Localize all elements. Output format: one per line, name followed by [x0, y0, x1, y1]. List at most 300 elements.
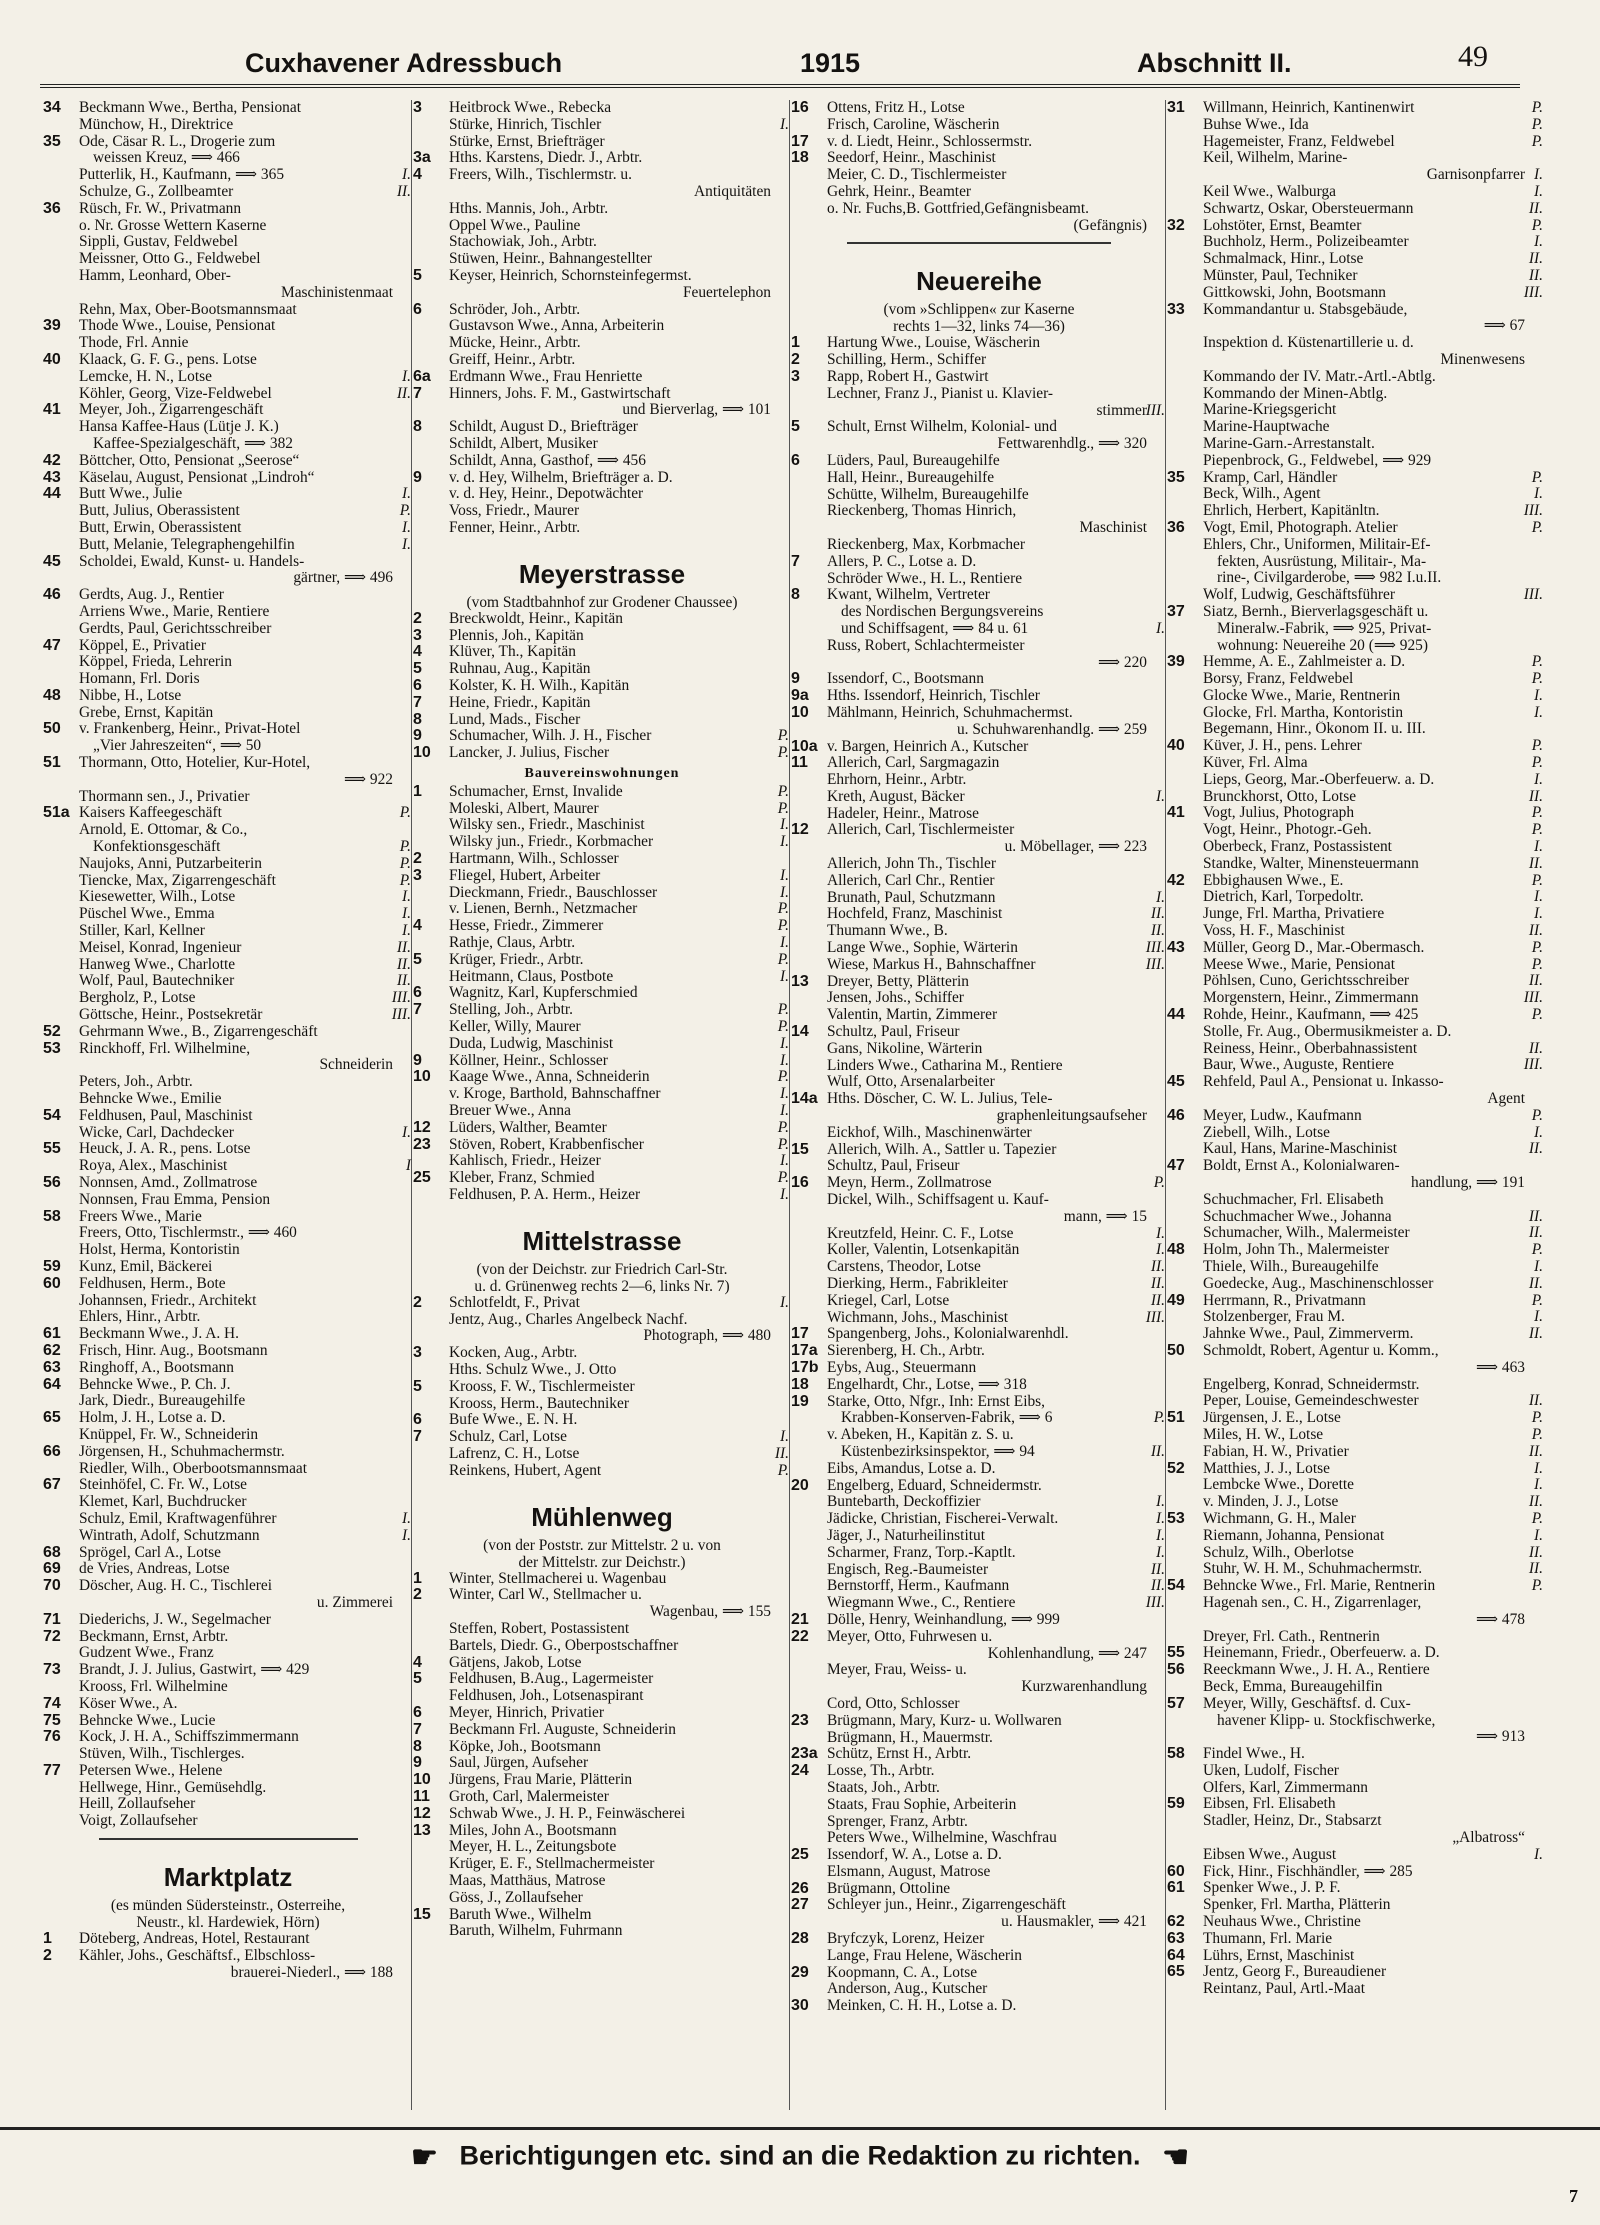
- resident-text: Bryfczyk, Lorenz, Heizer: [827, 1931, 985, 1948]
- house-number: 26: [791, 1880, 809, 1897]
- address-entry: [413, 1429, 791, 1446]
- resident-text: ⟹ 913: [1476, 1729, 1525, 1746]
- floor-marker: II.: [1150, 1578, 1165, 1595]
- resident-text: Maschinist: [1079, 520, 1147, 537]
- address-entry: [791, 1696, 1167, 1713]
- house-number: 3: [791, 368, 800, 385]
- address-entry: [791, 201, 1167, 218]
- address-entry: [791, 1679, 1167, 1696]
- resident-text: Jentz, Aug., Charles Angelbeck Nachf.: [449, 1311, 688, 1328]
- address-entry: [413, 1571, 791, 1588]
- resident-text: Butt, Melanie, Telegraphengehilfin: [79, 536, 295, 553]
- address-entry: [43, 1276, 413, 1293]
- resident-text: Herrmann, R., Privatmann: [1203, 1292, 1366, 1309]
- resident-text: Schmoldt, Robert, Agentur u. Komm.,: [1203, 1342, 1439, 1359]
- resident-text: Kriegel, Carl, Lotse: [827, 1292, 950, 1309]
- address-entry: [413, 1839, 791, 1856]
- house-number: 5: [413, 1671, 422, 1688]
- address-entry: [1167, 1393, 1545, 1410]
- address-entry: [791, 1746, 1167, 1763]
- floor-marker: I.: [1534, 183, 1543, 200]
- address-entry: [43, 1595, 413, 1612]
- address-entry: [1167, 789, 1545, 806]
- house-number: 69: [43, 1561, 61, 1578]
- address-entry: [43, 1108, 413, 1125]
- resident-text: Wolf, Paul, Bautechniker: [79, 973, 235, 990]
- address-entry: [791, 806, 1167, 823]
- street-description: der Mittelstr. zur Deichstr.): [518, 1553, 686, 1571]
- floor-marker: II.: [396, 939, 411, 956]
- house-number: 62: [43, 1342, 61, 1359]
- resident-text: Ziebell, Wilh., Lotse: [1203, 1124, 1330, 1141]
- resident-text: Stadler, Heinz, Dr., Stabsarzt: [1203, 1813, 1382, 1830]
- floor-marker: I.: [1156, 788, 1165, 805]
- resident-text: Marine-Garn.-Arrestanstalt.: [1203, 435, 1375, 452]
- address-entry: [413, 402, 791, 419]
- resident-text: Wolf, Ludwig, Geschäftsführer: [1203, 587, 1395, 604]
- resident-text: Baruth, Wilhelm, Fuhrmann: [449, 1923, 623, 1940]
- resident-text: Stüven, Wilh., Tischlerges.: [79, 1746, 245, 1763]
- address-entry: [43, 1209, 413, 1226]
- address-entry: [413, 1153, 791, 1170]
- resident-text: Ehlers, Hinr., Arbtr.: [79, 1309, 201, 1326]
- resident-text: u. Möbellager, ⟹ 223: [1004, 839, 1147, 856]
- address-entry: [413, 218, 791, 235]
- resident-text: Heitmann, Claus, Postbote: [449, 968, 614, 985]
- floor-marker: III.: [391, 1007, 411, 1024]
- resident-text: Buhse Wwe., Ida: [1203, 116, 1309, 133]
- address-entry: [43, 688, 413, 705]
- resident-text: Vogt, Julius, Photograph: [1203, 805, 1355, 822]
- address-entry: [1167, 957, 1545, 974]
- house-number: 12: [791, 822, 809, 839]
- address-entry: [413, 352, 791, 369]
- address-entry: [43, 100, 413, 117]
- house-number: 72: [43, 1628, 61, 1645]
- floor-marker: I.: [780, 817, 789, 834]
- floor-marker: III.: [391, 990, 411, 1007]
- house-number: 2: [413, 610, 422, 627]
- address-entry: [1167, 1410, 1545, 1427]
- resident-text: Eibsen, Frl. Elisabeth: [1203, 1796, 1336, 1813]
- resident-text: Johannsen, Friedr., Architekt: [79, 1292, 257, 1309]
- address-entry: [1167, 1746, 1545, 1763]
- resident-text: Thormann, Otto, Hotelier, Kur-Hotel,: [79, 755, 311, 772]
- address-entry: [413, 1655, 791, 1672]
- resident-text: Koller, Valentin, Lotsenkapitän: [827, 1242, 1020, 1259]
- resident-text: Bergholz, P., Lotse: [79, 990, 196, 1007]
- address-entry: [1167, 705, 1545, 722]
- address-entry: [43, 1494, 413, 1511]
- resident-text: Krooss, Frl. Wilhelmine: [79, 1678, 228, 1695]
- address-entry: [43, 1965, 413, 1982]
- resident-text: Valentin, Martin, Zimmerer: [827, 1007, 998, 1024]
- floor-marker: I.: [1534, 486, 1543, 503]
- floor-marker: III.: [1523, 284, 1543, 301]
- address-entry: [43, 1713, 413, 1730]
- resident-text: Kunz, Emil, Bäckerei: [79, 1258, 213, 1275]
- resident-text: Gerdts, Paul, Gerichtsschreiber: [79, 620, 272, 637]
- resident-text: Meier, C. D., Tischlermeister: [827, 167, 1007, 184]
- address-entry: [413, 453, 791, 470]
- address-entry: [791, 1612, 1167, 1629]
- resident-text: mann, ⟹ 15: [1063, 1208, 1147, 1225]
- address-entry: [413, 1379, 791, 1396]
- resident-text: „Vier Jahreszeiten“, ⟹ 50: [93, 738, 262, 755]
- address-entry: [791, 1461, 1167, 1478]
- resident-text: des Nordischen Bergungsvereins: [841, 604, 1044, 621]
- address-entry: [43, 1175, 413, 1192]
- resident-text: Eibsen Wwe., August: [1203, 1846, 1337, 1863]
- resident-text: Brunath, Paul, Schutzmann: [827, 889, 996, 906]
- resident-text: Peper, Louise, Gemeindeschwester: [1203, 1393, 1419, 1410]
- address-entry: [413, 1002, 791, 1019]
- floor-marker: P.: [1531, 1426, 1543, 1443]
- resident-text: Jensen, Johs., Schiffer: [827, 990, 964, 1007]
- resident-text: Wilsky jun., Friedr., Korbmacher: [449, 834, 654, 851]
- address-entry: [1167, 1511, 1545, 1528]
- resident-text: Feldhusen, B.Aug., Lagermeister: [449, 1671, 654, 1688]
- house-number: 73: [43, 1662, 61, 1679]
- resident-text: Groth, Carl, Malermeister: [449, 1788, 609, 1805]
- resident-text: Junge, Frl. Martha, Privatiere: [1203, 906, 1385, 923]
- resident-text: Hinners, Johs. F. M., Gastwirtschaft: [449, 385, 671, 402]
- resident-text: Garnisonpfarrer: [1426, 167, 1525, 184]
- floor-marker: P.: [777, 1136, 789, 1153]
- address-entry: [791, 890, 1167, 907]
- floor-marker: III.: [1523, 1057, 1543, 1074]
- house-number: 5: [413, 951, 422, 968]
- address-entry: [791, 789, 1167, 806]
- resident-text: Meinken, C. H. H., Lotse a. D.: [827, 1998, 1017, 2015]
- resident-text: Schildt, Anna, Gasthof, ⟹ 456: [449, 452, 646, 469]
- street-heading: Meyerstrasse: [518, 558, 686, 589]
- address-entry: [791, 1158, 1167, 1175]
- house-number: 25: [413, 1170, 431, 1187]
- address-entry: [1167, 654, 1545, 671]
- address-entry: [791, 403, 1167, 420]
- resident-text: Konfektionsgeschäft: [93, 839, 221, 856]
- house-number: 50: [43, 721, 61, 738]
- house-number: 54: [1167, 1578, 1185, 1595]
- floor-marker: I: [405, 1158, 411, 1175]
- resident-text: brauerei-Niederl., ⟹ 188: [230, 1964, 393, 1981]
- house-number: 51: [43, 755, 61, 772]
- resident-text: Issendorf, W. A., Lotse a. D.: [827, 1847, 1002, 1864]
- house-number: 56: [1167, 1662, 1185, 1679]
- address-entry: [791, 1360, 1167, 1377]
- house-number: 76: [43, 1729, 61, 1746]
- address-entry: [791, 1209, 1167, 1226]
- resident-text: Naujoks, Anni, Putzarbeiterin: [79, 855, 262, 872]
- address-entry: [1167, 1360, 1545, 1377]
- address-entry: [413, 167, 791, 184]
- resident-text: Jark, Diedr., Bureaugehilfe: [79, 1393, 246, 1410]
- address-entry: [1167, 1309, 1545, 1326]
- address-entry: [1167, 1125, 1545, 1142]
- resident-text: Nibbe, H., Lotse: [79, 687, 182, 704]
- resident-text: Kreth, August, Bäcker: [827, 788, 965, 805]
- resident-text: Gans, Nikoline, Wärterin: [827, 1040, 983, 1057]
- address-entry: [413, 628, 791, 645]
- resident-text: ⟹ 922: [344, 771, 393, 788]
- address-entry: [43, 1410, 413, 1427]
- house-number: 59: [43, 1258, 61, 1275]
- resident-text: Kreutzfeld, Heinr. C. F., Lotse: [827, 1225, 1014, 1242]
- address-entry: [1167, 1108, 1545, 1125]
- address-entry: [791, 1646, 1167, 1663]
- address-entry: [1167, 1763, 1545, 1780]
- resident-text: Schmalmack, Hinr., Lotse: [1203, 251, 1364, 268]
- address-entry: [43, 738, 413, 755]
- resident-text: Küver, J. H., pens. Lehrer: [1203, 738, 1362, 755]
- floor-marker: I.: [1534, 1124, 1543, 1141]
- address-entry: [791, 1242, 1167, 1259]
- resident-text: Beckmann, Ernst, Arbtr.: [79, 1628, 229, 1645]
- address-entry: [43, 923, 413, 940]
- resident-text: Olfers, Karl, Zimmermann: [1203, 1779, 1368, 1796]
- floor-marker: I.: [1156, 1242, 1165, 1259]
- floor-marker: II.: [396, 183, 411, 200]
- resident-text: Dierking, Herm., Fabrikleiter: [827, 1276, 1008, 1292]
- resident-text: Arnold, E. Ottomar, & Co.,: [79, 822, 248, 839]
- address-entry: [791, 1108, 1167, 1125]
- resident-text: Stuhr, W. H. M., Schuhmachermstr.: [1203, 1561, 1423, 1578]
- resident-text: Duda, Ludwig, Maschinist: [449, 1035, 614, 1052]
- address-entry: [43, 134, 413, 151]
- resident-text: Hochfeld, Franz, Maschinist: [827, 906, 1003, 923]
- address-entry: [791, 1259, 1167, 1276]
- resident-text: Kock, J. H. A., Schiffszimmermann: [79, 1729, 299, 1746]
- address-entry: [1167, 1561, 1545, 1578]
- house-number: 2: [413, 1587, 422, 1604]
- house-number: 40: [1167, 738, 1185, 755]
- house-number: 1: [413, 783, 422, 800]
- floor-marker: II.: [396, 956, 411, 973]
- house-number: 2: [413, 851, 422, 868]
- resident-text: Lembcke Wwe., Dorette: [1203, 1477, 1354, 1494]
- house-number: 48: [43, 687, 61, 704]
- address-entry: [791, 957, 1167, 974]
- address-entry: [791, 1730, 1167, 1747]
- floor-marker: I.: [402, 486, 411, 503]
- resident-text: Klüver, Th., Kapitän: [449, 644, 576, 661]
- house-number: 16: [791, 1175, 809, 1192]
- house-number: 44: [43, 486, 61, 503]
- address-entry: [1167, 1444, 1545, 1461]
- house-number: 10: [413, 745, 431, 762]
- house-number: 52: [43, 1023, 61, 1040]
- address-entry: [43, 1679, 413, 1696]
- address-entry: [791, 1914, 1167, 1931]
- address-entry: [791, 1830, 1167, 1847]
- house-number: 56: [43, 1175, 61, 1191]
- resident-text: Meese Wwe., Marie, Pensionat: [1203, 956, 1396, 973]
- house-number: 58: [43, 1208, 61, 1225]
- resident-text: Freers, Otto, Tischlermstr., ⟹ 460: [79, 1225, 297, 1242]
- address-entry: [413, 520, 791, 537]
- resident-text: Voss, H. F., Maschinist: [1203, 923, 1345, 940]
- resident-text: Krooss, F. W., Tischlermeister: [449, 1378, 635, 1395]
- floor-marker: P.: [399, 872, 411, 889]
- house-number: 60: [1167, 1863, 1185, 1880]
- resident-text: Hadeler, Heinr., Matrose: [827, 805, 979, 822]
- resident-text: Homann, Frl. Doris: [79, 671, 200, 688]
- resident-text: Wagenbau, ⟹ 155: [649, 1604, 771, 1621]
- house-number: 51: [1167, 1410, 1185, 1427]
- resident-text: Hartung Wwe., Louise, Wäscherin: [827, 335, 1041, 352]
- resident-text: Köhler, Georg, Vize-Feldwebel: [79, 385, 272, 402]
- address-entry: [413, 1856, 791, 1873]
- address-entry: [43, 1561, 413, 1578]
- floor-marker: I.: [1534, 234, 1543, 251]
- address-entry: [43, 1796, 413, 1813]
- address-entry: [1167, 1864, 1545, 1881]
- resident-text: Putterlik, H., Kaufmann, ⟹ 365: [79, 167, 285, 184]
- resident-text: Schuchmacher Wwe., Johanna: [1203, 1208, 1392, 1225]
- house-number: 49: [1167, 1292, 1185, 1309]
- house-number: 18: [791, 150, 809, 167]
- floor-marker: P.: [777, 783, 789, 800]
- address-entry: [43, 621, 413, 638]
- resident-text: Beck, Wilh., Agent: [1203, 486, 1321, 503]
- resident-text: Piepenbrock, G., Feldwebel, ⟹ 929: [1203, 452, 1432, 469]
- house-number: 65: [1167, 1964, 1185, 1981]
- address-entry: [1167, 1796, 1545, 1813]
- address-entry: [43, 302, 413, 319]
- resident-text: Miles, H. W., Lotse: [1203, 1426, 1324, 1443]
- house-number: 44: [1167, 1007, 1185, 1024]
- address-entry: [43, 654, 413, 671]
- house-number: 39: [43, 318, 61, 335]
- address-entry: [1167, 1780, 1545, 1797]
- floor-marker: I.: [780, 884, 789, 901]
- resident-text: Agent: [1487, 1091, 1525, 1108]
- address-entry: [1167, 1209, 1545, 1226]
- address-entry: [413, 611, 791, 628]
- resident-text: Baruth Wwe., Wilhelm: [449, 1906, 592, 1923]
- house-number: 3: [413, 1345, 422, 1362]
- address-entry: [43, 486, 413, 503]
- floor-marker: I.: [780, 1103, 789, 1120]
- resident-text: Köllner, Heinr., Schlosser: [449, 1052, 608, 1069]
- floor-marker: P.: [777, 918, 789, 935]
- resident-text: Krooss, Herm., Bautechniker: [449, 1395, 629, 1412]
- floor-marker: I.: [780, 116, 789, 133]
- resident-text: Hths. Issendorf, Heinrich, Tischler: [827, 688, 1040, 705]
- address-entry: [43, 805, 413, 822]
- address-entry: [1167, 1074, 1545, 1091]
- resident-text: Schildt, Albert, Musiker: [449, 435, 598, 452]
- resident-text: Kleber, Franz, Schmied: [449, 1170, 595, 1187]
- address-entry: [791, 655, 1167, 672]
- address-entry: [43, 957, 413, 974]
- address-entry: [791, 1058, 1167, 1075]
- house-number: 5: [413, 267, 422, 284]
- house-number: 75: [43, 1712, 61, 1729]
- address-entry: [1167, 201, 1545, 218]
- house-number: 47: [1167, 1158, 1185, 1175]
- floor-marker: I.: [780, 1294, 789, 1311]
- address-entry: [43, 201, 413, 218]
- address-entry: [791, 1343, 1167, 1360]
- address-entry: [43, 167, 413, 184]
- resident-text: Hartmann, Wilh., Schlosser: [449, 851, 619, 868]
- address-entry: [43, 1007, 413, 1024]
- address-entry: [791, 1226, 1167, 1243]
- address-entry: [43, 1696, 413, 1713]
- resident-text: Thormann sen., J., Privatier: [79, 788, 250, 805]
- resident-text: Jahnke Wwe., Paul, Zimmerverm.: [1203, 1326, 1414, 1343]
- address-entry: [791, 940, 1167, 957]
- floor-marker: II.: [1150, 1259, 1165, 1276]
- floor-marker: P.: [1531, 956, 1543, 973]
- address-entry: [413, 100, 791, 117]
- address-entry: [43, 268, 413, 285]
- resident-text: Hamm, Leonhard, Ober-: [79, 267, 231, 284]
- house-number: 67: [43, 1477, 61, 1494]
- resident-text: Glocke, Frl. Martha, Kontoristin: [1203, 704, 1404, 721]
- address-entry: [791, 1528, 1167, 1545]
- resident-text: Bufe Wwe., E. N. H.: [449, 1412, 578, 1429]
- address-entry: [413, 268, 791, 285]
- house-number: 6: [413, 1704, 422, 1721]
- resident-text: Keyser, Heinrich, Schornsteinfegermst.: [449, 267, 692, 284]
- resident-text: Ringhoff, A., Bootsmann: [79, 1359, 234, 1376]
- resident-text: Wicke, Carl, Dachdecker: [79, 1124, 234, 1141]
- address-entry: [43, 251, 413, 268]
- floor-marker: III.: [1523, 990, 1543, 1007]
- resident-text: Feldhusen, P. A. Herm., Heizer: [449, 1187, 641, 1204]
- address-entry: [791, 638, 1167, 655]
- house-number: 46: [1167, 1107, 1185, 1124]
- floor-marker: I.: [780, 1035, 789, 1052]
- address-entry: [413, 1688, 791, 1705]
- address-entry: [791, 587, 1167, 604]
- resident-text: Brügmann, Ottoline: [827, 1880, 951, 1897]
- resident-text: Kwant, Wilhelm, Vertreter: [827, 587, 990, 604]
- floor-marker: I.: [1156, 1544, 1165, 1561]
- resident-text: Wichmann, Johs., Maschinist: [827, 1309, 1009, 1326]
- address-entry: [791, 621, 1167, 638]
- house-number: 1: [413, 1570, 422, 1587]
- address-entry: [413, 834, 791, 851]
- address-entry: [791, 873, 1167, 890]
- address-entry: [413, 201, 791, 218]
- address-entry: [1167, 1057, 1545, 1074]
- address-entry: [1167, 369, 1545, 386]
- address-entry: [43, 402, 413, 419]
- resident-text: Rinckhoff, Frl. Wilhelmine,: [79, 1040, 251, 1057]
- house-number: 23: [791, 1712, 809, 1729]
- floor-marker: I.: [780, 834, 789, 851]
- address-entry: [791, 1965, 1167, 1982]
- resident-text: Kaage Wwe., Anna, Schneiderin: [449, 1069, 650, 1086]
- floor-marker: P.: [1531, 133, 1543, 150]
- address-entry: [43, 1360, 413, 1377]
- house-number: 35: [1167, 469, 1185, 486]
- address-entry: [791, 1511, 1167, 1528]
- resident-text: Münster, Paul, Techniker: [1203, 267, 1358, 284]
- resident-text: Mineralw.-Fabrik, ⟹ 925, Privat-: [1217, 620, 1432, 637]
- address-entry: [43, 554, 413, 571]
- house-number: 61: [43, 1326, 61, 1343]
- floor-marker: P.: [1531, 116, 1543, 133]
- address-entry: [1167, 318, 1545, 335]
- resident-text: Mücke, Heinr., Arbtr.: [449, 335, 581, 352]
- house-number: 10: [413, 1069, 431, 1086]
- address-entry: [413, 1722, 791, 1739]
